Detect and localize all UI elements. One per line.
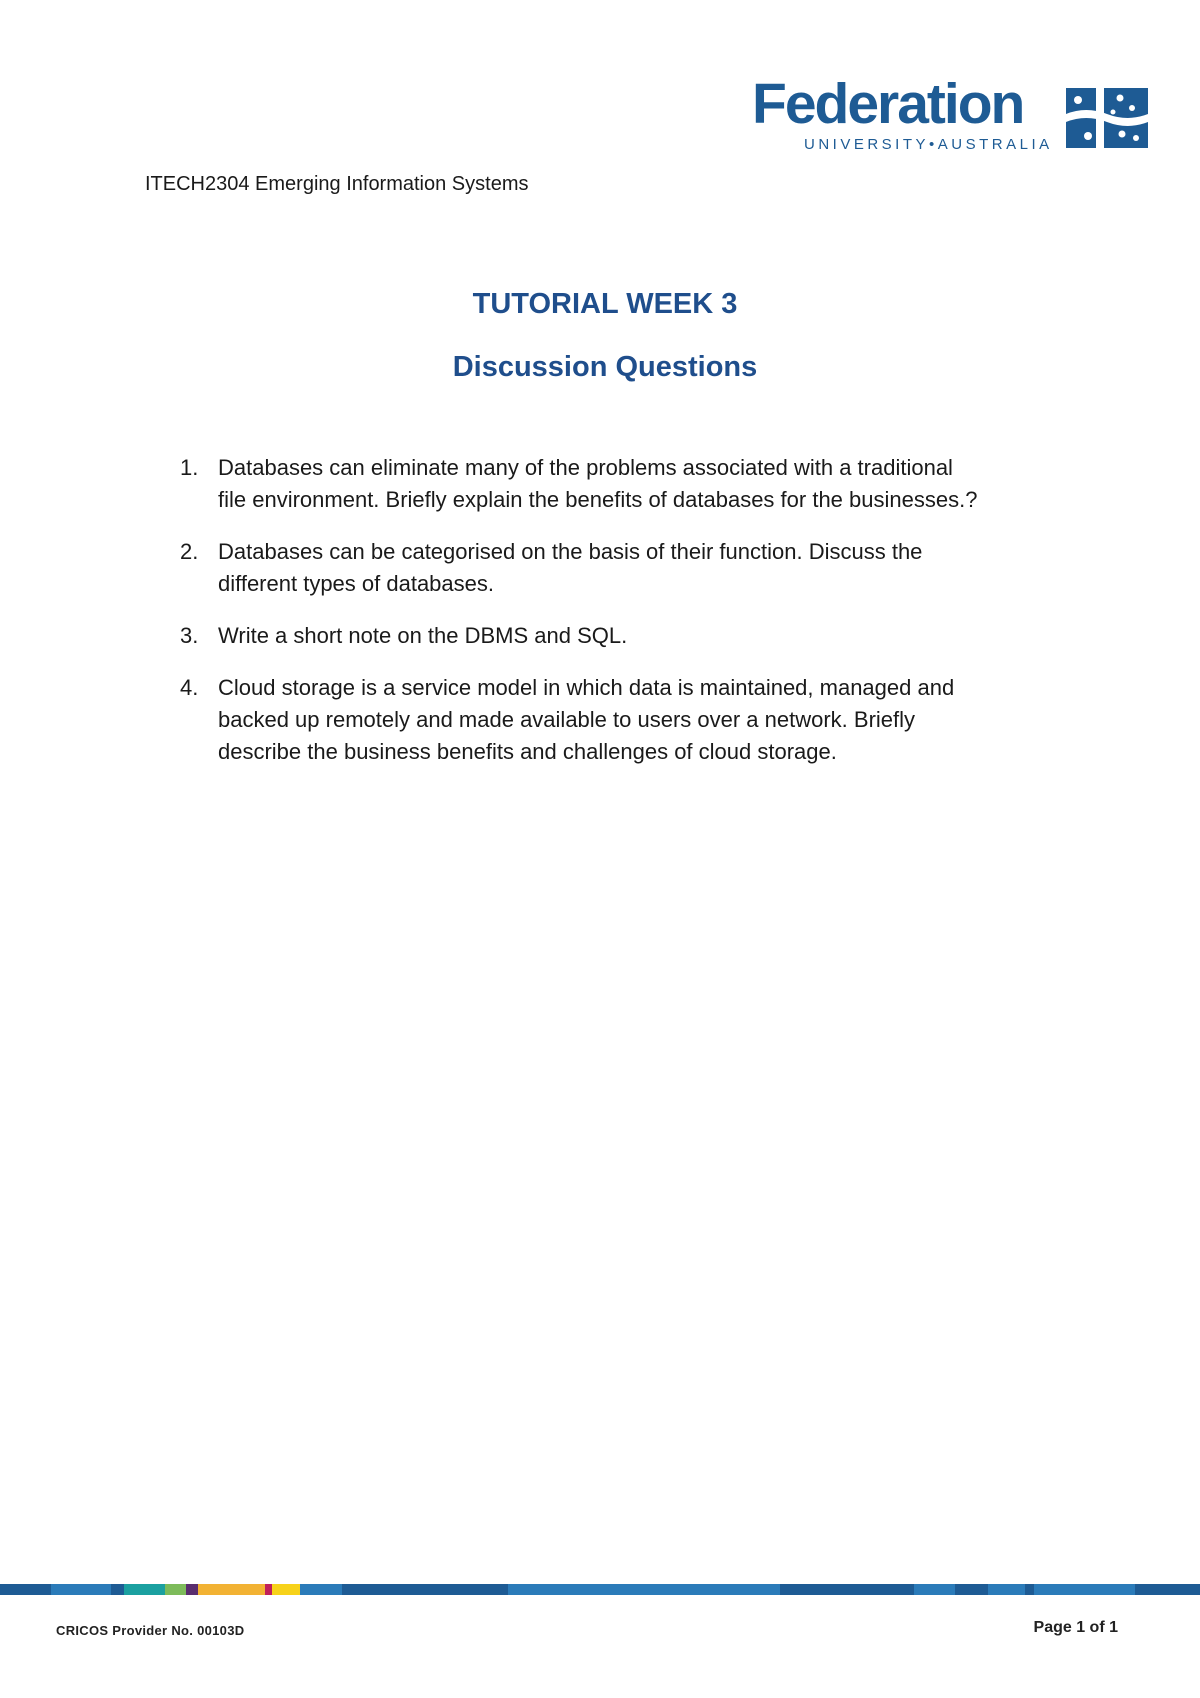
question-number: 1. [180,455,199,480]
page-subtitle: Discussion Questions [452,351,758,383]
question-line: file environment. Briefly explain the benefits of databases for the businesses.? [218,487,978,512]
question-line: backed up remotely and made available to users over a network. Briefly [218,707,916,732]
question-item [180,620,1080,652]
course-title: ITECH2304 Emerging Information Systems [145,173,529,195]
flag-icon [1066,84,1148,152]
question-number: 4. [180,675,199,700]
logo-wordmark: Federation [752,72,1024,136]
question-item [180,452,1080,516]
university-logo [752,72,1147,160]
question-line: Databases can be categorised on the basis of their function. Discuss the [218,539,923,564]
footer-color-bar [0,1584,1200,1595]
question-line: Cloud storage is a service model in which data is maintained, managed and [218,675,955,700]
question-line: different types of databases. [218,571,494,596]
question-list [180,452,1080,788]
page-title: TUTORIAL WEEK 3 [472,288,738,320]
question-item [180,672,1080,768]
cricos-provider: CRICOS Provider No. 00103D [56,1623,245,1638]
question-line: describe the business benefits and challenges of cloud storage. [218,739,837,764]
question-line: Databases can eliminate many of the problems associated with a traditional [218,455,953,480]
question-number: 2. [180,539,199,564]
logo-subtitle: UNIVERSITY•AUSTRALIA [804,136,1053,153]
question-line: Write a short note on the DBMS and SQL. [218,623,628,648]
question-item [180,536,1080,600]
question-number: 3. [180,623,199,648]
page-number: Page 1 of 1 [1033,1619,1118,1636]
